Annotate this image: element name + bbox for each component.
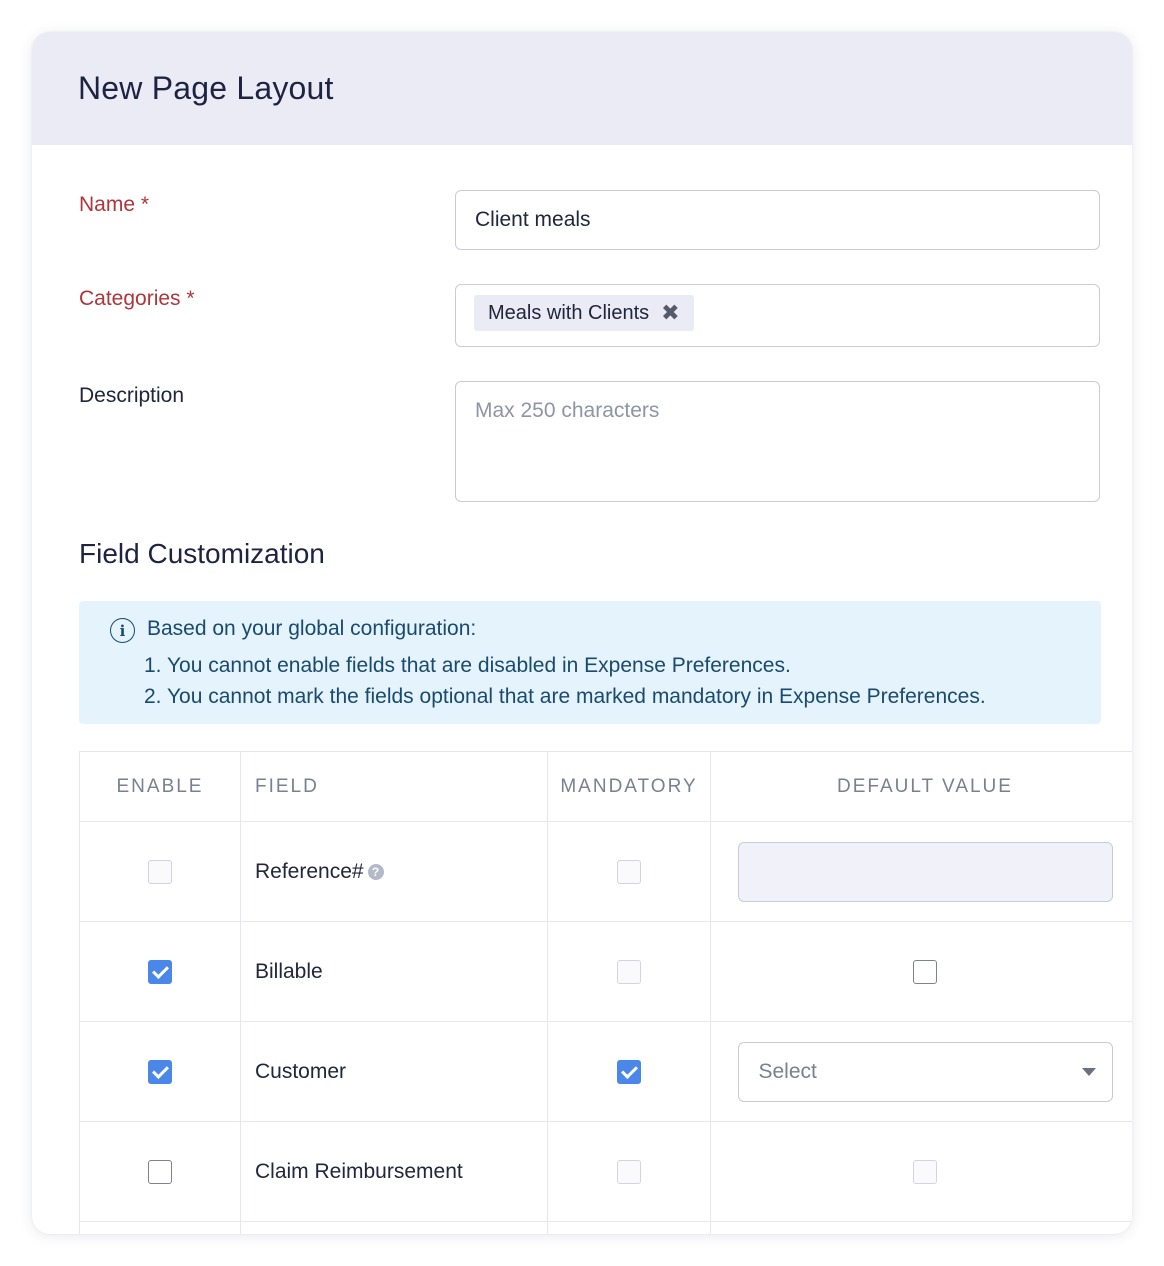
column-header-field: FIELD xyxy=(241,752,548,822)
mandatory-checkbox[interactable] xyxy=(617,860,641,884)
table-row xyxy=(80,1022,1133,1122)
field-name: Claim Reimbursement xyxy=(255,1159,463,1183)
close-icon[interactable]: ✖ xyxy=(661,300,680,325)
table-row xyxy=(80,1222,1133,1235)
caret-down-icon xyxy=(1082,1068,1096,1076)
table-header-row xyxy=(80,752,1133,822)
default-value-checkbox[interactable] xyxy=(913,1160,937,1184)
table-row xyxy=(80,822,1133,922)
category-chip xyxy=(474,295,694,331)
info-circle-icon: i xyxy=(110,618,135,643)
table-row xyxy=(80,922,1133,1022)
enable-checkbox[interactable] xyxy=(148,960,172,984)
mandatory-checkbox[interactable] xyxy=(617,1160,641,1184)
default-value-select[interactable] xyxy=(738,1042,1113,1102)
column-header-enable: ENABLE xyxy=(80,752,241,822)
field-name: Customer xyxy=(255,1059,347,1083)
name-input-value: Client meals xyxy=(475,208,591,231)
name-label: Name * xyxy=(79,193,150,216)
page-layout-card xyxy=(32,32,1132,1234)
column-header-mandatory: MANDATORY xyxy=(548,752,711,822)
info-banner xyxy=(79,601,1101,724)
default-value-input[interactable] xyxy=(738,842,1113,902)
select-placeholder: Select xyxy=(758,1059,817,1083)
section-title: Field Customization xyxy=(79,538,325,569)
info-item: 2. You cannot mark the fields optional that are marked mandatory in Expense Preferences. xyxy=(144,685,986,708)
enable-checkbox[interactable] xyxy=(148,1160,172,1184)
table-row xyxy=(80,1122,1133,1222)
field-customization-table xyxy=(79,751,1132,1234)
categories-label: Categories * xyxy=(79,287,195,310)
info-heading: Based on your global configuration: xyxy=(147,617,477,640)
field-name: Reference# xyxy=(255,859,364,883)
categories-input[interactable] xyxy=(455,284,1100,347)
field-name: Billable xyxy=(255,959,323,983)
enable-checkbox[interactable] xyxy=(148,860,172,884)
question-circle-icon[interactable]: ? xyxy=(368,864,384,880)
category-chip-label: Meals with Clients xyxy=(488,301,650,324)
mandatory-checkbox[interactable] xyxy=(617,960,641,984)
description-placeholder: Max 250 characters xyxy=(475,399,660,422)
name-input[interactable] xyxy=(455,190,1100,250)
column-header-default-value: DEFAULT VALUE xyxy=(711,752,1133,822)
page-title: New Page Layout xyxy=(78,70,334,106)
enable-checkbox[interactable] xyxy=(148,1060,172,1084)
info-item: 1. You cannot enable fields that are disabled in Expense Preferences. xyxy=(144,654,791,677)
mandatory-checkbox[interactable] xyxy=(617,1060,641,1084)
description-textarea[interactable] xyxy=(455,381,1100,502)
description-label: Description xyxy=(79,384,185,407)
default-value-checkbox[interactable] xyxy=(913,960,937,984)
card-header xyxy=(32,32,1132,145)
